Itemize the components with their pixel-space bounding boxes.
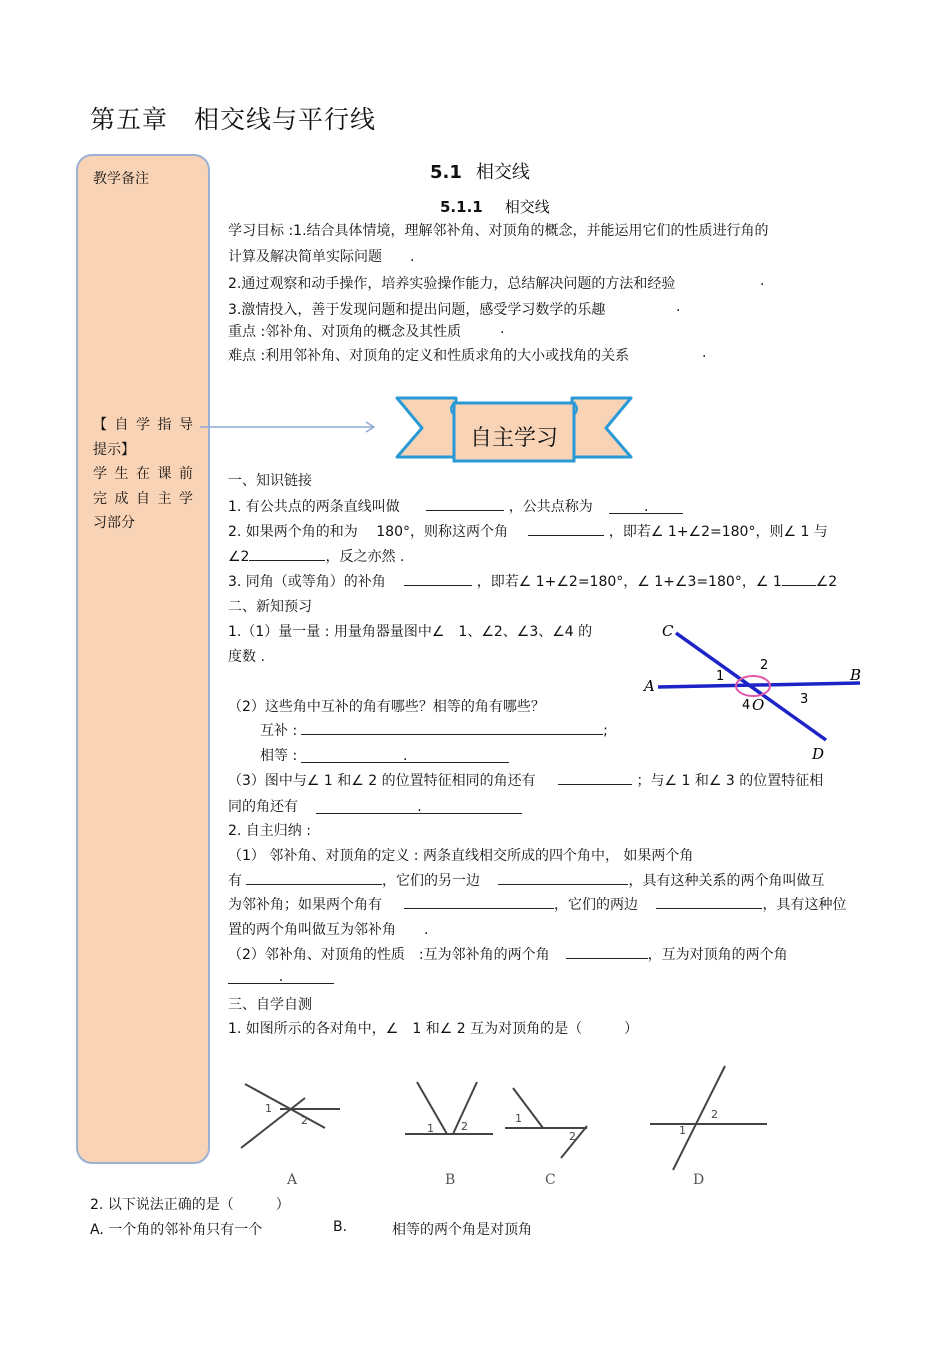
choice-angle-2: 2 [569, 1130, 576, 1143]
difficulty-point: 难点 :利用邻补角、对顶角的定义和性质求角的大小或找角的关系 [228, 348, 630, 364]
teaching-notes-sidebar [76, 154, 210, 1164]
label-D: D [812, 745, 825, 763]
question-line: 度数 . [228, 649, 265, 665]
intersecting-lines-figure [638, 615, 868, 765]
question-line: 1. 有公共点的两条直线叫做 ，公共点称为 . [228, 496, 683, 516]
hint-arrow [196, 418, 386, 438]
banner-text: 自主学习 [469, 426, 559, 451]
angle-3-label: 3 [800, 692, 809, 707]
choice-angle-2: 2 [711, 1108, 718, 1121]
self-study-banner [394, 395, 634, 465]
part1-heading: 一、知识链接 [228, 473, 312, 489]
property-line: . [228, 969, 334, 985]
property-line: （2）邻补角、对顶角的性质 :互为邻补角的两个角 ，互为对顶角的两个角 [228, 944, 788, 964]
angle-1-label: 1 [716, 669, 725, 684]
label-O: O [752, 696, 765, 714]
choice-angle-1: 1 [679, 1124, 686, 1137]
sidebar-hint [93, 413, 193, 536]
question-line: 3. 同角（或等角）的补角 ，即若∠ 1+∠2=180°，∠ 1+∠3=180°，∠ 1 ∠2 [228, 571, 837, 591]
label-A: A [644, 677, 655, 695]
definition-line: 置的两个角叫做互为邻补角 . [228, 922, 429, 938]
angle-4-label: 4 [742, 698, 751, 713]
objective-line: 学习目标 :1.结合具体情境，理解邻补角、对顶角的概念，并能运用它们的性质进行角的 [228, 223, 769, 239]
option-a: A. 一个角的邻补角只有一个 [90, 1222, 263, 1238]
choice-angle-1: 1 [515, 1112, 522, 1125]
choice-angle-2: 2 [301, 1114, 308, 1127]
label-C: C [662, 622, 674, 640]
part2-heading: 二、新知预习 [228, 599, 312, 615]
sidebar-title: 教学备注 [93, 171, 149, 187]
equal-answer: 相等 : . [260, 745, 509, 765]
choice-label-A: A [287, 1172, 298, 1188]
key-point: 重点 :邻补角、对顶角的概念及其性质 [228, 324, 462, 340]
question-line: 同的角还有 . [228, 796, 522, 816]
objective-line: 2.通过观察和动手操作，培养实验操作能力，总结解决问题的方法和经验 [228, 276, 676, 292]
question-line: 2. 如果两个角的和为 180°，则称这两个角 ，即若∠ 1+∠2=180°，则∠ 1 与 [228, 521, 828, 541]
hint-line: 习部分 [93, 515, 135, 531]
objective-line: 3.激情投入，善于发现问题和提出问题，感受学习数学的乐趣 [228, 302, 606, 318]
hint-line: 【自学指导 [93, 417, 193, 433]
dot: . [500, 321, 505, 337]
hint-line: 完成自主学 [93, 490, 193, 507]
choice-angle-1: 1 [427, 1122, 434, 1135]
definition-line: 为邻补角；如果两个角有 ，它们的两边 ，具有这种位 [228, 894, 846, 914]
choice-angle-1: 1 [265, 1102, 272, 1115]
hint-line: 学生在课前 [93, 466, 193, 482]
definition-line: 有 ，它们的另一边 ，具有这种关系的两个角叫做互 [228, 870, 824, 890]
question-line: （3）图中与∠ 1 和∠ 2 的位置特征相同的角还有 ；与∠ 1 和∠ 3 的位置特征相 [228, 770, 823, 790]
section-title: 5.1 相交线 [430, 162, 530, 183]
hint-line: 提示】 [93, 441, 135, 458]
dot: . [760, 273, 765, 289]
choice-label-C: C [545, 1172, 556, 1188]
definition-line: （1） 邻补角、对顶角的定义 : 两条直线相交所成的四个角中， 如果两个角 [228, 848, 694, 864]
label-B: B [850, 666, 862, 684]
induction-heading: 2. 自主归纳 : [228, 823, 311, 839]
objective-line: 计算及解决简单实际问题 . [228, 249, 415, 265]
subsection-title: 5.1.1 相交线 [440, 198, 550, 216]
part3-heading: 三、自学自测 [228, 997, 312, 1013]
dot: . [702, 345, 707, 361]
question-line: 1.（1）量一量 : 用量角器量图中∠ 1、∠2、∠3、∠4 的 [228, 624, 593, 640]
chapter-title: 第五章 相交线与平行线 [90, 105, 377, 134]
dot: . [676, 299, 681, 315]
option-b: 相等的两个角是对顶角 [392, 1222, 532, 1238]
supplementary-answer: 互补 : ; [260, 720, 608, 740]
option-b-label: B. [333, 1219, 348, 1235]
question-line: （2）这些角中互补的角有哪些？相等的角有哪些？ [228, 699, 545, 715]
question-line: 1. 如图所示的各对角中，∠ 1 和∠ 2 互为对顶角的是（ ） [228, 1021, 639, 1037]
question-line: 2. 以下说法正确的是（ ） [90, 1197, 290, 1213]
angle-2-label: 2 [760, 658, 769, 673]
choice-angle-2: 2 [461, 1120, 468, 1133]
answer-choice-figures [225, 1058, 785, 1188]
question-line: ∠2 ，反之亦然 . [228, 546, 404, 566]
choice-label-B: B [445, 1172, 456, 1188]
choice-label-D: D [693, 1172, 705, 1188]
